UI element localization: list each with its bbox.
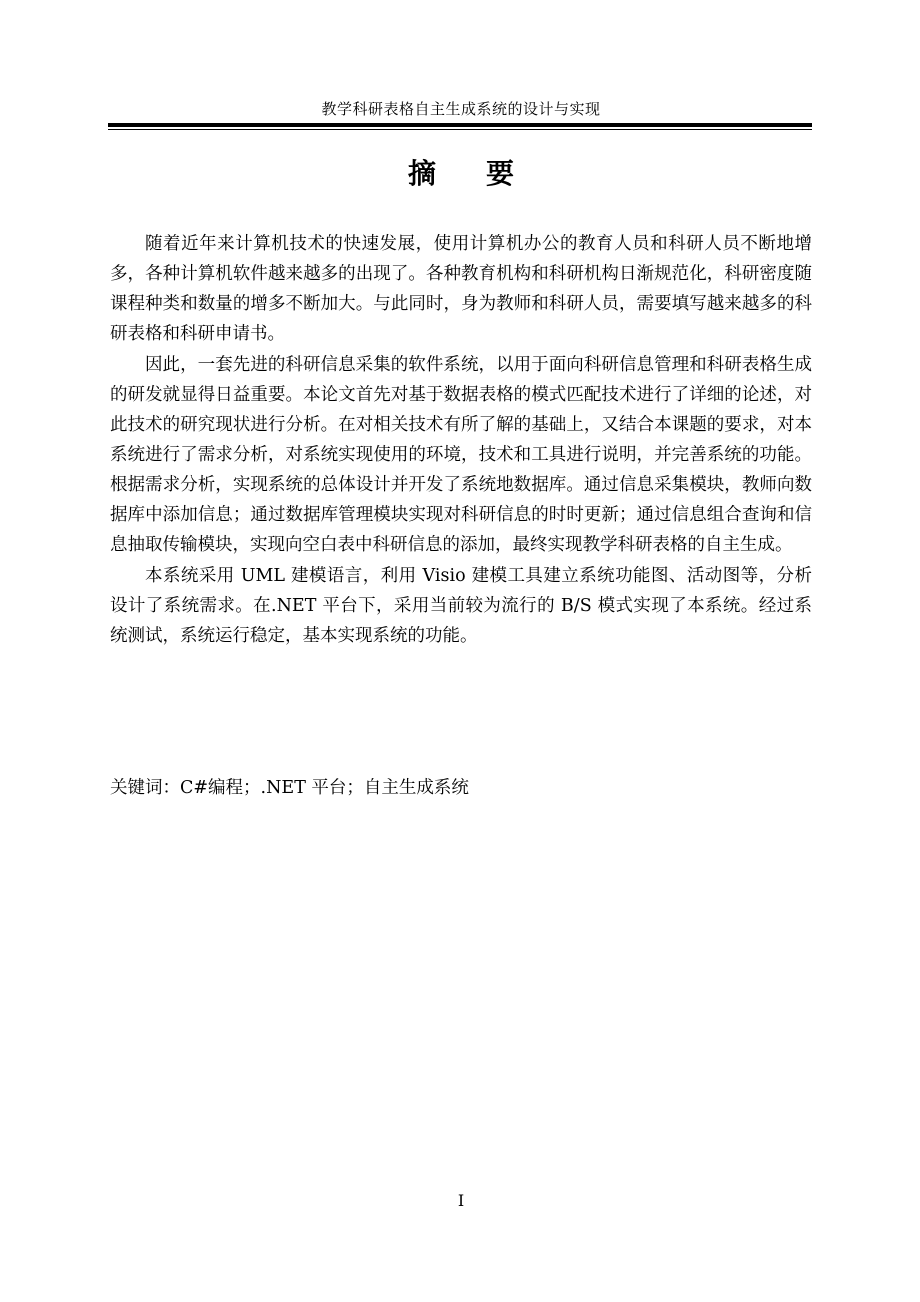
running-header-title: 教学科研表格自主生成系统的设计与实现 [321,100,601,118]
page-number: I [457,1191,465,1210]
abstract-heading: 摘要 [407,157,564,190]
abstract-paragraph-2: 因此，一套先进的科研信息采集的软件系统，以用于面向科研信息管理和科研表格生成的研发就显得日益重要。本论文首先对基于数据表格的模式匹配技术进行了详细的论述，对此技术的研究现状进行分析。在对相关技术有所了解的基础上，又结合本课题的要求，对本系统进行了需求分析，对系统实现使用的环境，技术和工具进行说明，并完善系统的功能。根据需求分析，实现系统的总体设计并开发了系统地数据库。通过信息采集模块，教师向数据库中添加信息；通过数据库管理模块实现对科研信息的时时更新；通过信息组合查询和信息抽取传输模块，实现向空白表中科研信息的添加，最终实现教学科研表格的自主生成。 [110,355,812,555]
abstract-body [110,229,812,652]
abstract-paragraph-1: 随着近年来计算机技术的快速发展，使用计算机办公的教育人员和科研人员不断地增多，各种计算机软件越来越多的出现了。各种教育机构和科研机构日渐规范化，科研密度随课程种类和数量的增多不断加大。与此同时，身为教师和科研人员，需要填写越来越多的科研表格和科研申请书。 [110,234,812,344]
abstract-paragraph-3: 本系统采用 UML 建模语言，利用 Visio 建模工具建立系统功能图、活动图等，分析设计了系统需求。在.NET 平台下，采用当前较为流行的 B/S 模式实现了本系统。经过系统测试，系统运行稳定，基本实现系统的功能。 [110,566,812,646]
header-rule-thick [108,123,812,127]
keywords-line: 关键词：C#编程；.NET 平台；自主生成系统 [110,778,469,798]
header-rule-thin [108,129,812,130]
